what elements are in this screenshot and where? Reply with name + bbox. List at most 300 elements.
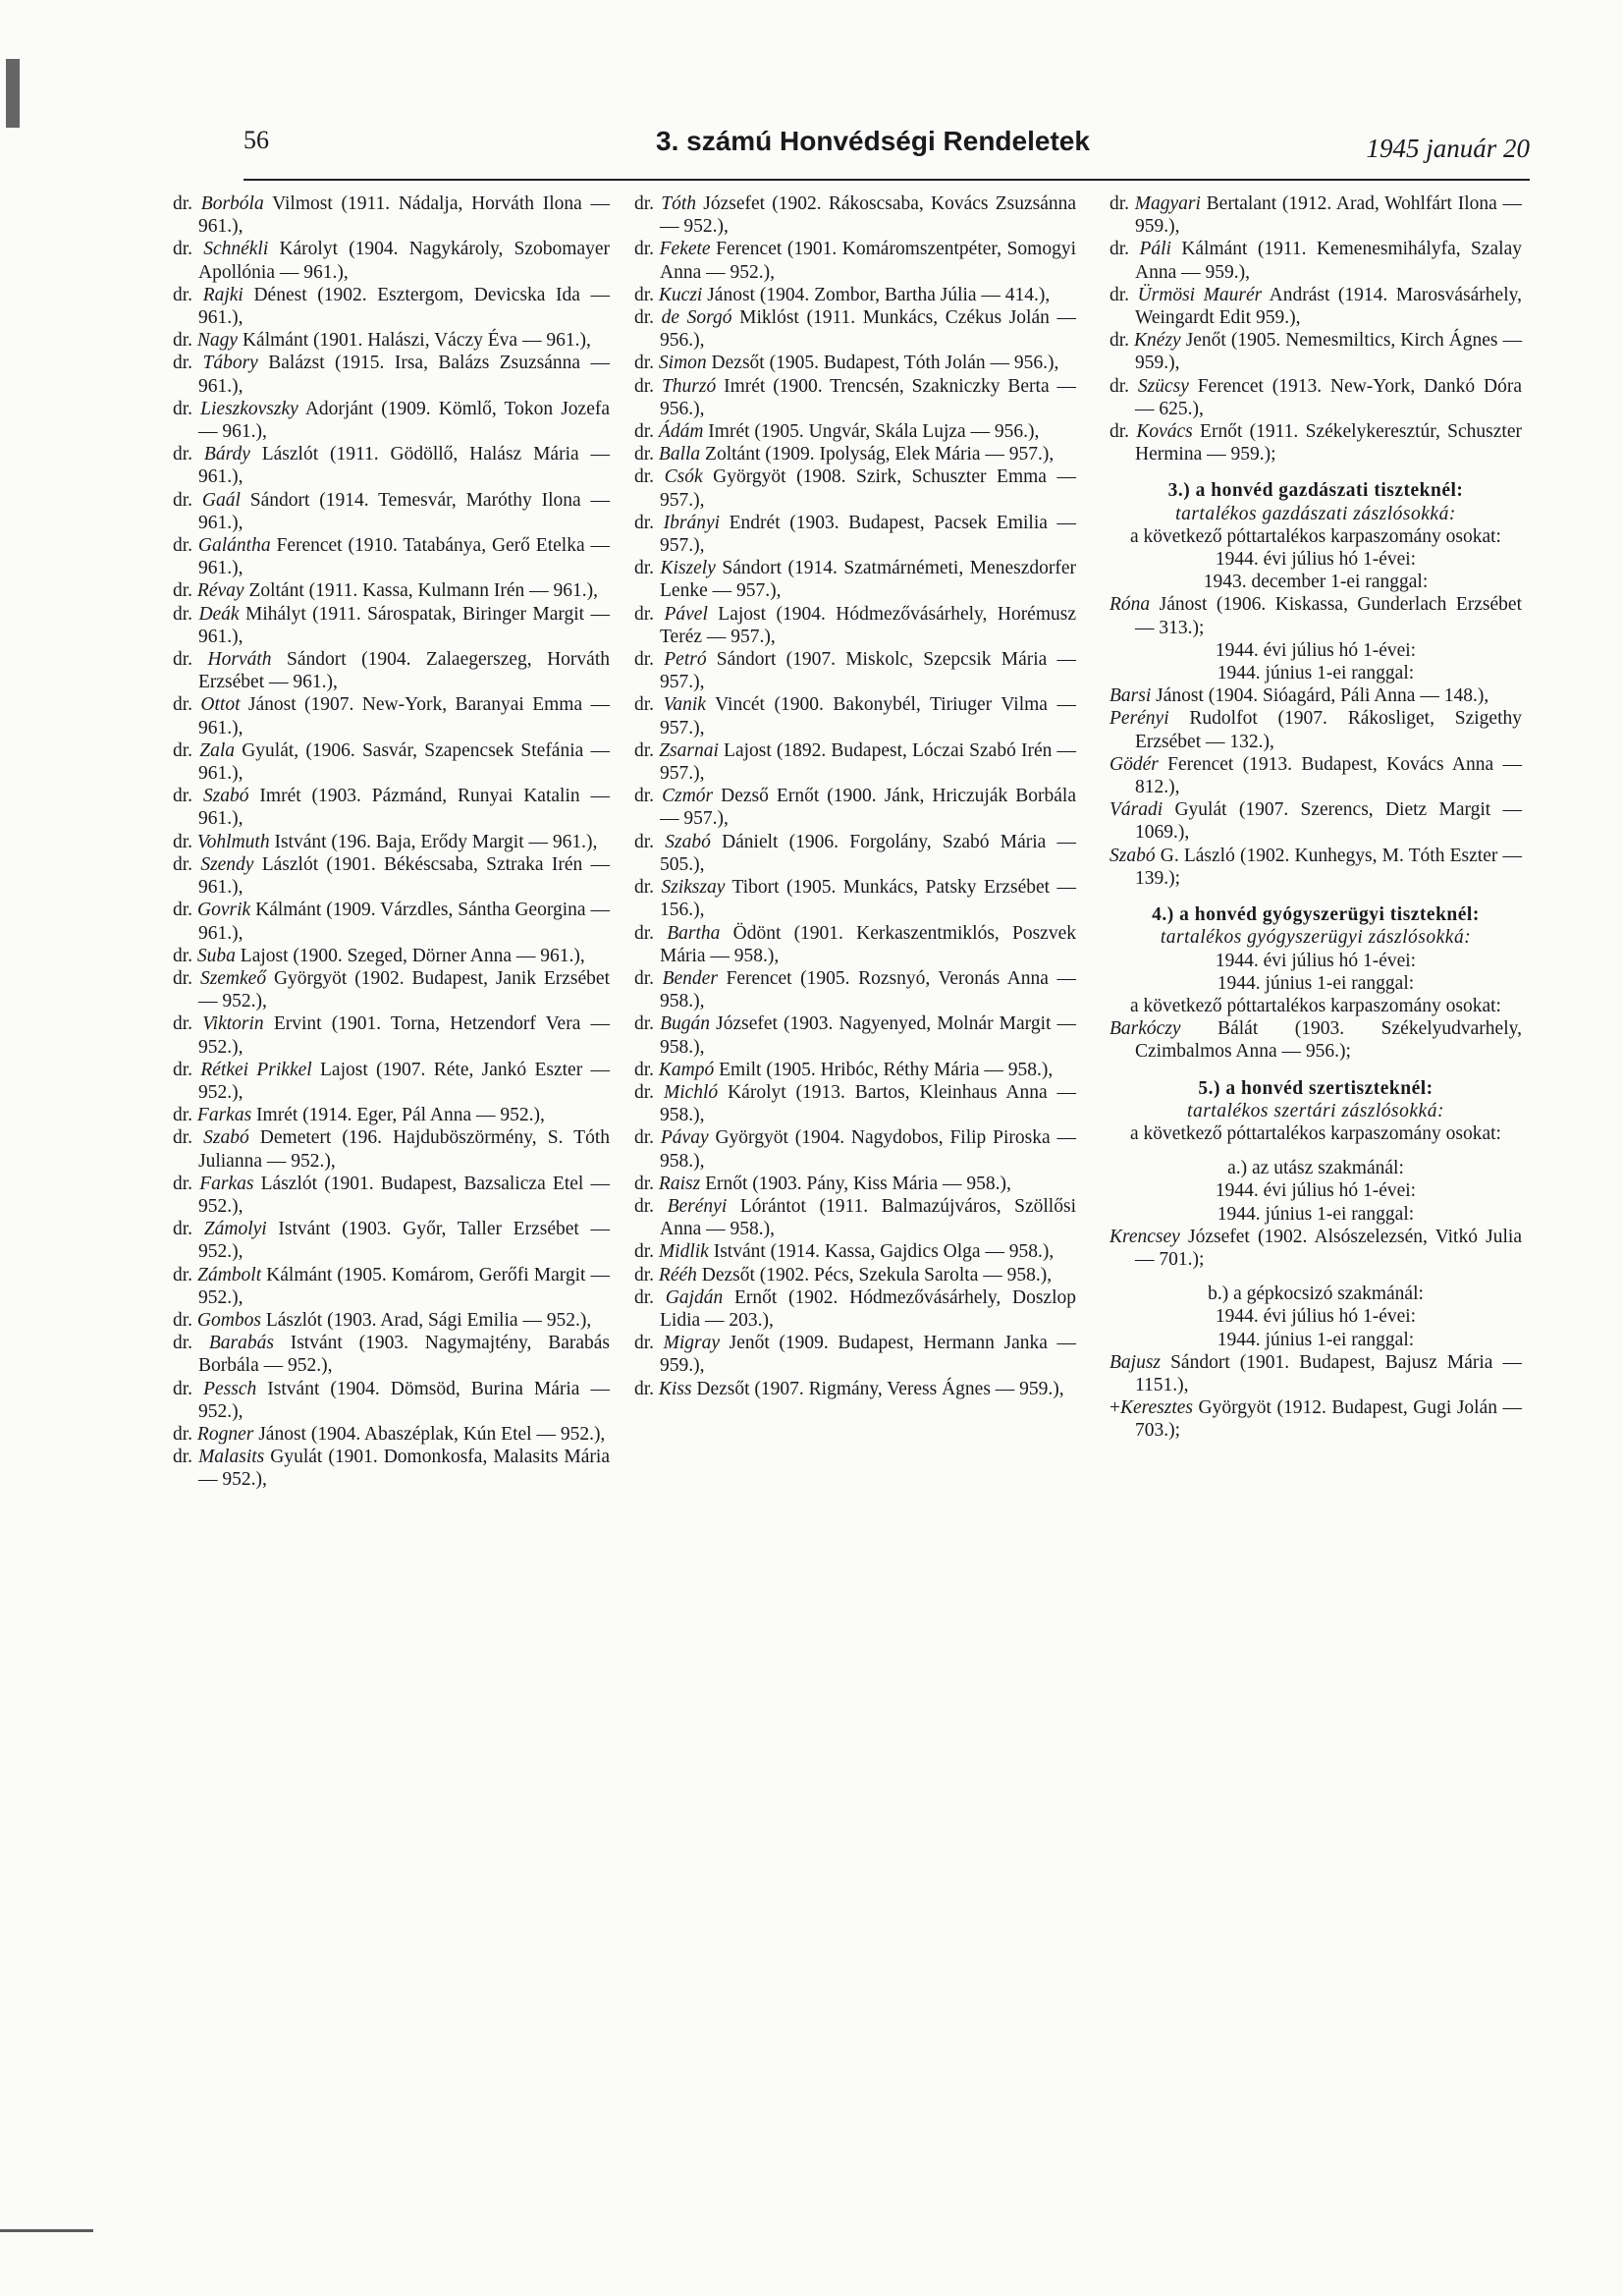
publication-title: 3. számú Honvédségi Rendeletek	[656, 126, 1090, 156]
entry-surname: Kovács	[1136, 421, 1193, 443]
entry-prefix: dr.	[1109, 284, 1138, 305]
section-text: 1944. évi július hó 1-évei:	[1215, 1180, 1417, 1202]
list-item	[634, 876, 1076, 921]
list-item	[634, 420, 1076, 443]
entry-surname: Galántha	[197, 535, 271, 557]
list-item	[173, 853, 610, 899]
entry-details: Gyulát, (1906. Sasvár, Szapencsek Stefánia — 961.),	[198, 739, 610, 785]
list-item	[1109, 375, 1522, 420]
entry-surname: Barsi	[1109, 685, 1152, 707]
entry-surname: Szabó	[202, 786, 249, 807]
entry-surname: Krencsey	[1109, 1226, 1180, 1247]
list-item	[634, 284, 1076, 306]
list-item	[173, 1059, 610, 1104]
entry-prefix: dr.	[173, 1309, 197, 1331]
entry-prefix: dr.	[173, 1264, 198, 1285]
entry-surname: Suba	[196, 945, 236, 966]
entry-surname: Rajki	[202, 284, 243, 305]
header-rule	[243, 179, 1530, 181]
entry-surname: Simon	[658, 353, 707, 374]
entry-prefix: dr.	[634, 1333, 664, 1354]
entry-prefix: dr.	[634, 558, 661, 579]
entry-details: Bertalant (1912. Arad, Wohlfárt Ilona — 959.),	[1135, 193, 1522, 238]
entry-surname: Gajdán	[665, 1286, 724, 1308]
entry-prefix: dr.	[634, 1059, 659, 1080]
entry-prefix: dr.	[173, 694, 201, 716]
entry-surname: Szendy	[200, 853, 254, 875]
section-subheading: tartalékos szertári zászlósokká:	[1187, 1100, 1444, 1121]
list-item	[634, 785, 1076, 830]
entry-surname: Viktorin	[202, 1013, 264, 1035]
entry-prefix: dr.	[634, 193, 662, 214]
section-text: 1944. június 1-ei ranggal:	[1217, 972, 1415, 994]
entry-surname: Raisz	[658, 1173, 701, 1194]
entry-prefix: dr.	[634, 239, 660, 260]
entry-prefix: dr.	[173, 535, 198, 557]
entry-prefix: dr.	[173, 489, 202, 511]
list-item	[173, 1104, 610, 1126]
list-item	[634, 603, 1076, 648]
list-item	[634, 693, 1076, 738]
section-text: 1944. évi július hó 1-évei:	[1215, 1306, 1417, 1328]
column-middle	[634, 192, 1076, 1400]
subsection-heading: a.) az utász szakmánál:	[1227, 1158, 1404, 1179]
entry-surname: Malasits	[198, 1447, 265, 1468]
entry-details: Ferencet (1905. Rozsnyó, Veronás Anna — 958.),	[660, 967, 1076, 1012]
entry-prefix: dr.	[173, 1219, 204, 1240]
entry-details: Zoltánt (1909. Ipolyság, Elek Mária — 957.),	[700, 444, 1055, 465]
entry-details: Sándort (1901. Budapest, Bajusz Mária — 1151.),	[1135, 1351, 1522, 1395]
list-item	[634, 512, 1076, 557]
issue-date: 1945 január 20	[1366, 134, 1530, 163]
entry-prefix: dr.	[173, 239, 204, 260]
entry-prefix: dr.	[634, 877, 662, 899]
list-item	[173, 739, 610, 785]
entry-details: Gyulát (1901. Domonkosfa, Malasits Mária — 952.),	[198, 1447, 610, 1491]
entry-prefix: dr.	[634, 1081, 664, 1103]
entry-details: Józsefet (1902. Rákoscsaba, Kovács Zsuzsánna — 952.),	[660, 193, 1076, 238]
entry-details: Ernőt (1902. Hódmezővásárhely, Doszlop Lidia — 203.),	[660, 1286, 1077, 1331]
entry-surname: de Sorgó	[661, 307, 732, 329]
entry-prefix: dr.	[634, 786, 663, 807]
entry-prefix: dr.	[173, 1059, 201, 1080]
entry-prefix: dr.	[173, 1423, 197, 1445]
entry-details: Ferencet (1910. Tatabánya, Gerő Etelka — 961.),	[198, 535, 610, 579]
list-item	[1109, 684, 1522, 707]
entry-surname: Szabó	[665, 831, 711, 852]
entry-details: Mihályt (1911. Sárospatak, Biringer Margit — 961.),	[198, 603, 610, 647]
entry-details: Kálmánt (1911. Kemenesmihályfa, Szalay Anna — 959.),	[1135, 239, 1522, 283]
entry-surname: Ottot	[200, 694, 241, 716]
section-text: 1944. évi július hó 1-évei:	[1215, 639, 1417, 661]
entry-surname: Szikszay	[661, 877, 726, 899]
list-item	[173, 693, 610, 738]
entry-details: Ernőt (1911. Székelykeresztúr, Schuszter Hermina — 959.);	[1135, 421, 1522, 465]
list-item	[173, 1423, 610, 1446]
entry-prefix: dr.	[173, 945, 197, 966]
entry-surname: Barabás	[208, 1333, 274, 1354]
entry-surname: Bugán	[660, 1013, 711, 1035]
entry-surname: Kiszely	[660, 558, 716, 579]
entry-details: Lászlót (1911. Gödöllő, Halász Mária — 961.),	[198, 444, 611, 488]
entry-details: Jánost (1904. Abaszéplak, Kún Etel — 952.),	[253, 1423, 606, 1445]
section-text: a következő póttartalékos karpaszomány osokat:	[1130, 1122, 1501, 1144]
list-item	[173, 1309, 610, 1332]
entry-details: Dezsőt (1902. Pécs, Szekula Sarolta — 958.),	[696, 1264, 1053, 1285]
entry-prefix: dr.	[634, 649, 665, 671]
entry-prefix: dr.	[173, 1333, 209, 1354]
list-item	[634, 306, 1076, 352]
list-item	[634, 557, 1076, 602]
entry-surname: Gombos	[196, 1309, 261, 1331]
entry-details: Istvánt (1904. Dömsöd, Burina Mária — 952.),	[198, 1378, 611, 1422]
entry-details: Vilmost (1911. Nádalja, Horváth Ilona — 961.),	[198, 193, 611, 238]
list-item	[173, 648, 610, 693]
entry-surname: Tábory	[202, 353, 258, 374]
entry-prefix: dr.	[173, 1127, 204, 1149]
entry-details: Adorjánt (1909. Kömlő, Tokon Jozefa — 961.),	[198, 398, 610, 443]
list-item	[634, 922, 1076, 967]
entry-surname: Farkas	[199, 1173, 254, 1194]
entry-surname: Róna	[1109, 594, 1151, 616]
entry-surname: Vanik	[663, 694, 706, 716]
list-item	[173, 1126, 610, 1172]
entry-surname: Csók	[664, 466, 703, 488]
list-item	[173, 579, 610, 602]
entry-surname: Rééh	[658, 1264, 697, 1285]
list-item	[1109, 192, 1522, 238]
list-item	[173, 352, 610, 397]
list-item	[1109, 753, 1522, 798]
list-item	[1109, 1351, 1522, 1396]
section-text: 1944. június 1-ei ranggal:	[1217, 663, 1415, 684]
list-item	[634, 465, 1076, 511]
entry-surname: Ádám	[658, 421, 704, 443]
list-item	[1109, 329, 1522, 374]
list-item	[173, 967, 610, 1012]
entry-details: Sándort (1914. Szatmárnémeti, Meneszdorfer Lenke — 957.),	[660, 558, 1077, 602]
section-text: 1944. évi július hó 1-évei:	[1215, 549, 1417, 571]
entry-surname: Zámbolt	[197, 1264, 262, 1285]
entry-surname: Czmór	[662, 786, 714, 807]
entry-surname: Knézy	[1134, 330, 1181, 352]
entry-surname: Balla	[658, 444, 701, 465]
entry-prefix: dr.	[634, 307, 662, 329]
entry-surname: Zala	[199, 739, 236, 761]
list-item	[173, 1446, 610, 1491]
entry-prefix: dr.	[634, 694, 664, 716]
entry-surname: Zámolyi	[203, 1219, 267, 1240]
entry-prefix: dr.	[1109, 421, 1137, 443]
entry-surname: Pessch	[203, 1378, 257, 1399]
section-heading: 3.) a honvéd gazdászati tiszteknél:	[1167, 480, 1464, 502]
section-text: 1944. évi július hó 1-évei:	[1215, 950, 1417, 971]
entry-details: Ödönt (1901. Kerkaszentmiklós, Poszvek Mária — 958.),	[660, 922, 1076, 966]
entry-details: Károlyt (1913. Bartos, Kleinhaus Anna — 958.),	[660, 1081, 1077, 1126]
list-item	[634, 967, 1076, 1012]
list-item	[634, 1332, 1076, 1377]
entry-surname: Rétkei Prikkel	[200, 1059, 312, 1080]
entry-prefix: dr.	[634, 1195, 668, 1217]
entry-prefix: dr.	[634, 603, 665, 625]
entry-prefix: dr.	[634, 512, 664, 533]
section-subheading: tartalékos gyógyszerügyi zászlósokká:	[1160, 927, 1472, 949]
list-item	[173, 329, 610, 352]
entry-surname: Ibrányi	[663, 512, 721, 533]
entry-details: Tibort (1905. Munkács, Patsky Erzsébet — 156.),	[660, 877, 1076, 921]
entry-prefix: dr.	[173, 1013, 203, 1035]
entry-details: Dánielt (1906. Forgolány, Szabó Mária — 505.),	[660, 831, 1077, 875]
entry-prefix: dr.	[634, 1173, 659, 1194]
list-item	[634, 238, 1076, 283]
list-item	[1109, 284, 1522, 329]
entry-details: Istvánt (1914. Kassa, Gajdics Olga — 958.),	[708, 1241, 1055, 1263]
list-item	[173, 1173, 610, 1218]
list-item	[173, 1332, 610, 1377]
entry-details: Ferencet (1913. New-York, Dankó Dóra — 625.),	[1135, 375, 1522, 419]
entry-surname: Révay	[196, 580, 244, 602]
scan-edge-mark	[0, 2229, 93, 2232]
entry-details: Dezső Ernőt (1900. Jánk, Hriczuják Borbála — 957.),	[660, 786, 1076, 830]
entry-details: Józsefet (1902. Alsószelezsén, Vitkó Julia — 701.);	[1135, 1226, 1522, 1270]
list-item	[634, 831, 1076, 876]
page-number: 56	[243, 126, 269, 154]
entry-prefix: dr.	[173, 193, 201, 214]
entry-details: Jánost (1904. Zombor, Bartha Júlia — 414.),	[702, 284, 1051, 305]
list-item	[173, 785, 610, 830]
entry-surname: Michló	[663, 1081, 719, 1103]
entry-surname: Thurzó	[661, 375, 717, 397]
entry-prefix: dr.	[634, 1127, 661, 1149]
section-text: a következő póttartalékos karpaszomány osokat:	[1130, 525, 1501, 547]
entry-prefix: dr.	[1109, 193, 1135, 214]
entry-details: Emilt (1905. Hribóc, Réthy Mária — 958.),	[714, 1059, 1054, 1080]
entry-details: Kálmánt (1909. Várzdles, Sántha Georgina — 961.),	[198, 900, 610, 944]
list-item	[173, 284, 610, 329]
entry-surname: Szemkeő	[199, 967, 267, 989]
list-item	[173, 1218, 610, 1263]
entry-details: Ervint (1901. Torna, Hetzendorf Vera — 952.),	[198, 1013, 611, 1058]
entry-surname: Váradi	[1109, 799, 1163, 821]
entry-surname: Barkóczy	[1109, 1018, 1181, 1040]
entry-surname: Tóth	[661, 193, 697, 214]
entry-surname: Bárdy	[203, 444, 250, 465]
entry-prefix: dr.	[1109, 239, 1140, 260]
entry-surname: Zsarnai	[659, 739, 719, 761]
entry-details: Ferencet (1901. Komáromszentpéter, Somogyi Anna — 952.),	[660, 239, 1077, 283]
entry-details: Gyulát (1907. Szerencs, Dietz Margit — 1069.),	[1135, 799, 1522, 844]
entry-details: Imrét (1900. Trencsén, Szakniczky Berta — 956.),	[660, 375, 1076, 419]
entry-prefix: dr.	[173, 786, 203, 807]
entry-details: Györgyöt (1912. Budapest, Gugi Jolán — 703.);	[1135, 1397, 1522, 1442]
entry-details: Sándort (1914. Temesvár, Maróthy Ilona — 961.),	[198, 489, 611, 533]
column-right	[1109, 192, 1522, 1443]
entry-details: Lászlót (1903. Arad, Sági Emilia — 952.),	[260, 1309, 592, 1331]
section-text: 1944. június 1-ei ranggal:	[1217, 1329, 1415, 1350]
entry-details: Sándort (1907. Miskolc, Szepcsik Mária — 957.),	[660, 649, 1076, 693]
entry-prefix: dr.	[173, 739, 200, 761]
entry-surname: Migray	[663, 1333, 721, 1354]
entry-surname: Szabó	[203, 1127, 249, 1149]
list-item	[634, 1126, 1076, 1172]
entry-details: Istvánt (1903. Nagymajtény, Barabás Borbála — 952.),	[198, 1333, 611, 1377]
entry-details: Vincét (1900. Bakonybél, Tiriuger Vilma — 957.),	[660, 694, 1076, 738]
entry-prefix: dr.	[634, 353, 659, 374]
list-item	[634, 1240, 1076, 1263]
entry-surname: Fekete	[659, 239, 711, 260]
entry-details: Dezsőt (1907. Rigmány, Veress Ágnes — 959.),	[691, 1378, 1064, 1399]
list-item	[1109, 1017, 1522, 1063]
list-item	[634, 648, 1076, 693]
list-item	[173, 489, 610, 534]
entry-surname: Deák	[198, 603, 240, 625]
entry-details: Bálát (1903. Székelyudvarhely, Czimbalmos Anna — 956.);	[1135, 1018, 1522, 1063]
entry-surname: Petró	[664, 649, 707, 671]
entry-prefix: dr.	[634, 967, 663, 989]
entry-details: Jánost (1907. New-York, Baranyai Emma — 961.),	[198, 694, 610, 738]
entry-prefix: dr.	[634, 922, 668, 944]
entry-surname: Govrik	[197, 900, 251, 921]
entry-details: Rudolfot (1907. Rákosliget, Szigethy Erzsébet — 132.),	[1135, 708, 1522, 752]
entry-prefix: dr.	[173, 444, 204, 465]
entry-prefix: dr.	[173, 967, 200, 989]
entry-details: Ferencet (1913. Budapest, Kovács Anna — 812.),	[1135, 753, 1522, 798]
entry-surname: Borbóla	[200, 193, 264, 214]
entry-details: Jánost (1904. Sióagárd, Páli Anna — 148.),	[1151, 685, 1489, 707]
entry-details: Györgyöt (1904. Nagydobos, Filip Piroska — 958.),	[660, 1127, 1076, 1172]
list-item	[173, 238, 610, 283]
entry-details: Jenőt (1905. Nemesmiltics, Kirch Ágnes — 959.),	[1135, 330, 1522, 374]
entry-surname: Magyari	[1134, 193, 1201, 214]
section-text: a következő póttartalékos karpaszomány osokat:	[1130, 995, 1501, 1016]
scan-edge-mark	[6, 59, 20, 128]
entry-surname: Gödér	[1109, 753, 1159, 775]
entry-surname: Lieszkovszky	[200, 398, 298, 419]
entry-prefix: dr.	[173, 330, 197, 352]
entry-details: Istvánt (196. Baja, Erődy Margit — 961.),	[269, 831, 598, 852]
entry-prefix: dr.	[634, 739, 660, 761]
list-item	[1109, 1396, 1522, 1442]
entry-prefix: dr.	[634, 1241, 659, 1263]
list-item	[634, 1195, 1076, 1240]
list-item	[634, 1378, 1076, 1400]
entry-details: Kálmánt (1905. Komárom, Gerőfi Margit — 952.),	[198, 1264, 611, 1308]
entry-surname: Pávay	[660, 1127, 709, 1149]
entry-surname: Kampó	[658, 1059, 715, 1080]
entry-prefix: dr.	[1109, 375, 1138, 397]
list-item	[1109, 1226, 1522, 1271]
entry-surname: Midlik	[658, 1241, 709, 1263]
entry-details: Imrét (1905. Ungvár, Skála Lujza — 956.),	[703, 421, 1040, 443]
entry-details: Imrét (1903. Pázmánd, Runyai Katalin — 961.),	[198, 786, 610, 830]
entry-prefix: dr.	[634, 466, 665, 488]
entry-prefix: dr.	[634, 1013, 661, 1035]
section-text: 1944. június 1-ei ranggal:	[1217, 1203, 1415, 1225]
entry-prefix: dr.	[634, 1286, 666, 1308]
entry-details: Jenőt (1909. Budapest, Hermann Janka — 959.),	[660, 1333, 1076, 1377]
entry-surname: Bartha	[667, 922, 721, 944]
entry-surname: Berényi	[667, 1195, 728, 1217]
entry-prefix: dr.	[634, 444, 659, 465]
list-item	[173, 831, 610, 853]
entry-details: Lajost (1904. Hódmezővásárhely, Horémusz Teréz — 957.),	[660, 603, 1076, 647]
list-item	[634, 1059, 1076, 1081]
entry-surname: Bender	[662, 967, 718, 989]
list-item	[173, 945, 610, 967]
entry-details: Dénest (1902. Esztergom, Devicska Ida — 961.),	[198, 284, 611, 329]
entry-prefix: dr.	[634, 831, 666, 852]
page-header	[243, 126, 1530, 169]
list-item	[634, 1173, 1076, 1195]
entry-details: Györgyöt (1902. Budapest, Janik Erzsébet — 952.),	[198, 967, 611, 1012]
list-item	[634, 192, 1076, 238]
entry-details: Sándort (1904. Zalaegerszeg, Horváth Erzsébet — 961.),	[198, 649, 610, 693]
entry-prefix: dr.	[173, 1447, 199, 1468]
entry-details: G. László (1902. Kunhegys, M. Tóth Eszter — 139.);	[1135, 845, 1522, 889]
entry-details: Györgyöt (1908. Szirk, Schuszter Emma — 957.),	[660, 466, 1076, 511]
entry-prefix: dr.	[173, 1378, 204, 1399]
entry-surname: Keresztes	[1120, 1397, 1194, 1419]
list-item	[1109, 845, 1522, 890]
list-item	[634, 1286, 1076, 1332]
entry-surname: Schnékli	[203, 239, 269, 260]
list-item	[1109, 798, 1522, 844]
entry-details: Istvánt (1903. Győr, Taller Erzsébet — 952.),	[198, 1219, 611, 1263]
entry-prefix: dr.	[634, 375, 662, 397]
list-item	[634, 352, 1076, 374]
entry-details: Ernőt (1903. Pány, Kiss Mária — 958.),	[700, 1173, 1011, 1194]
entry-surname: Szücsy	[1137, 375, 1189, 397]
entry-details: Józsefet (1903. Nagyenyed, Molnár Margit — 958.),	[660, 1013, 1076, 1058]
list-item	[1109, 420, 1522, 465]
entry-details: Imrét (1914. Eger, Pál Anna — 952.),	[251, 1105, 545, 1126]
entry-prefix: dr.	[634, 1264, 659, 1285]
entry-details: Andrást (1914. Marosvásárhely, Weingardt Edit 959.),	[1135, 284, 1522, 329]
entry-surname: Páli	[1139, 239, 1171, 260]
list-item	[173, 603, 610, 648]
entry-prefix: dr.	[634, 421, 659, 443]
list-item	[1109, 238, 1522, 283]
list-item	[1109, 593, 1522, 638]
list-item	[634, 739, 1076, 785]
entry-surname: Szabó	[1109, 845, 1156, 866]
entry-surname: Kiss	[658, 1378, 692, 1399]
entry-details: Zoltánt (1911. Kassa, Kulmann Irén — 961.),	[243, 580, 599, 602]
list-item	[173, 534, 610, 579]
entry-surname: Horváth	[207, 649, 272, 671]
section-heading: 4.) a honvéd gyógyszerügyi tiszteknél:	[1152, 904, 1480, 926]
entry-details: Balázst (1915. Irsa, Balázs Zsuzsánna — 961.),	[198, 353, 610, 397]
list-item	[634, 1081, 1076, 1126]
entry-prefix: dr.	[1109, 330, 1135, 352]
entry-prefix: dr.	[173, 1173, 200, 1194]
entry-prefix: dr.	[634, 1378, 659, 1399]
entry-surname: Pável	[664, 603, 708, 625]
list-item	[173, 1378, 610, 1423]
list-item	[173, 899, 610, 944]
entry-details: Demetert (196. Hajduböszörmény, S. Tóth Julianna — 952.),	[198, 1127, 611, 1172]
entry-prefix: dr.	[173, 649, 208, 671]
entry-prefix: dr.	[634, 284, 659, 305]
entry-surname: Ürmösi Maurér	[1137, 284, 1263, 305]
subsection-heading: b.) a gépkocsizó szakmánál:	[1208, 1284, 1424, 1305]
entry-details: Lászlót (1901. Budapest, Bazsalicza Etel — 952.),	[198, 1173, 610, 1217]
entry-prefix: +	[1109, 1397, 1120, 1419]
entry-surname: Bajusz	[1109, 1351, 1162, 1373]
entry-details: Jánost (1906. Kiskassa, Gunderlach Erzsébet — 313.);	[1135, 594, 1522, 638]
entry-surname: Vohlmuth	[196, 831, 270, 852]
list-item	[173, 398, 610, 443]
